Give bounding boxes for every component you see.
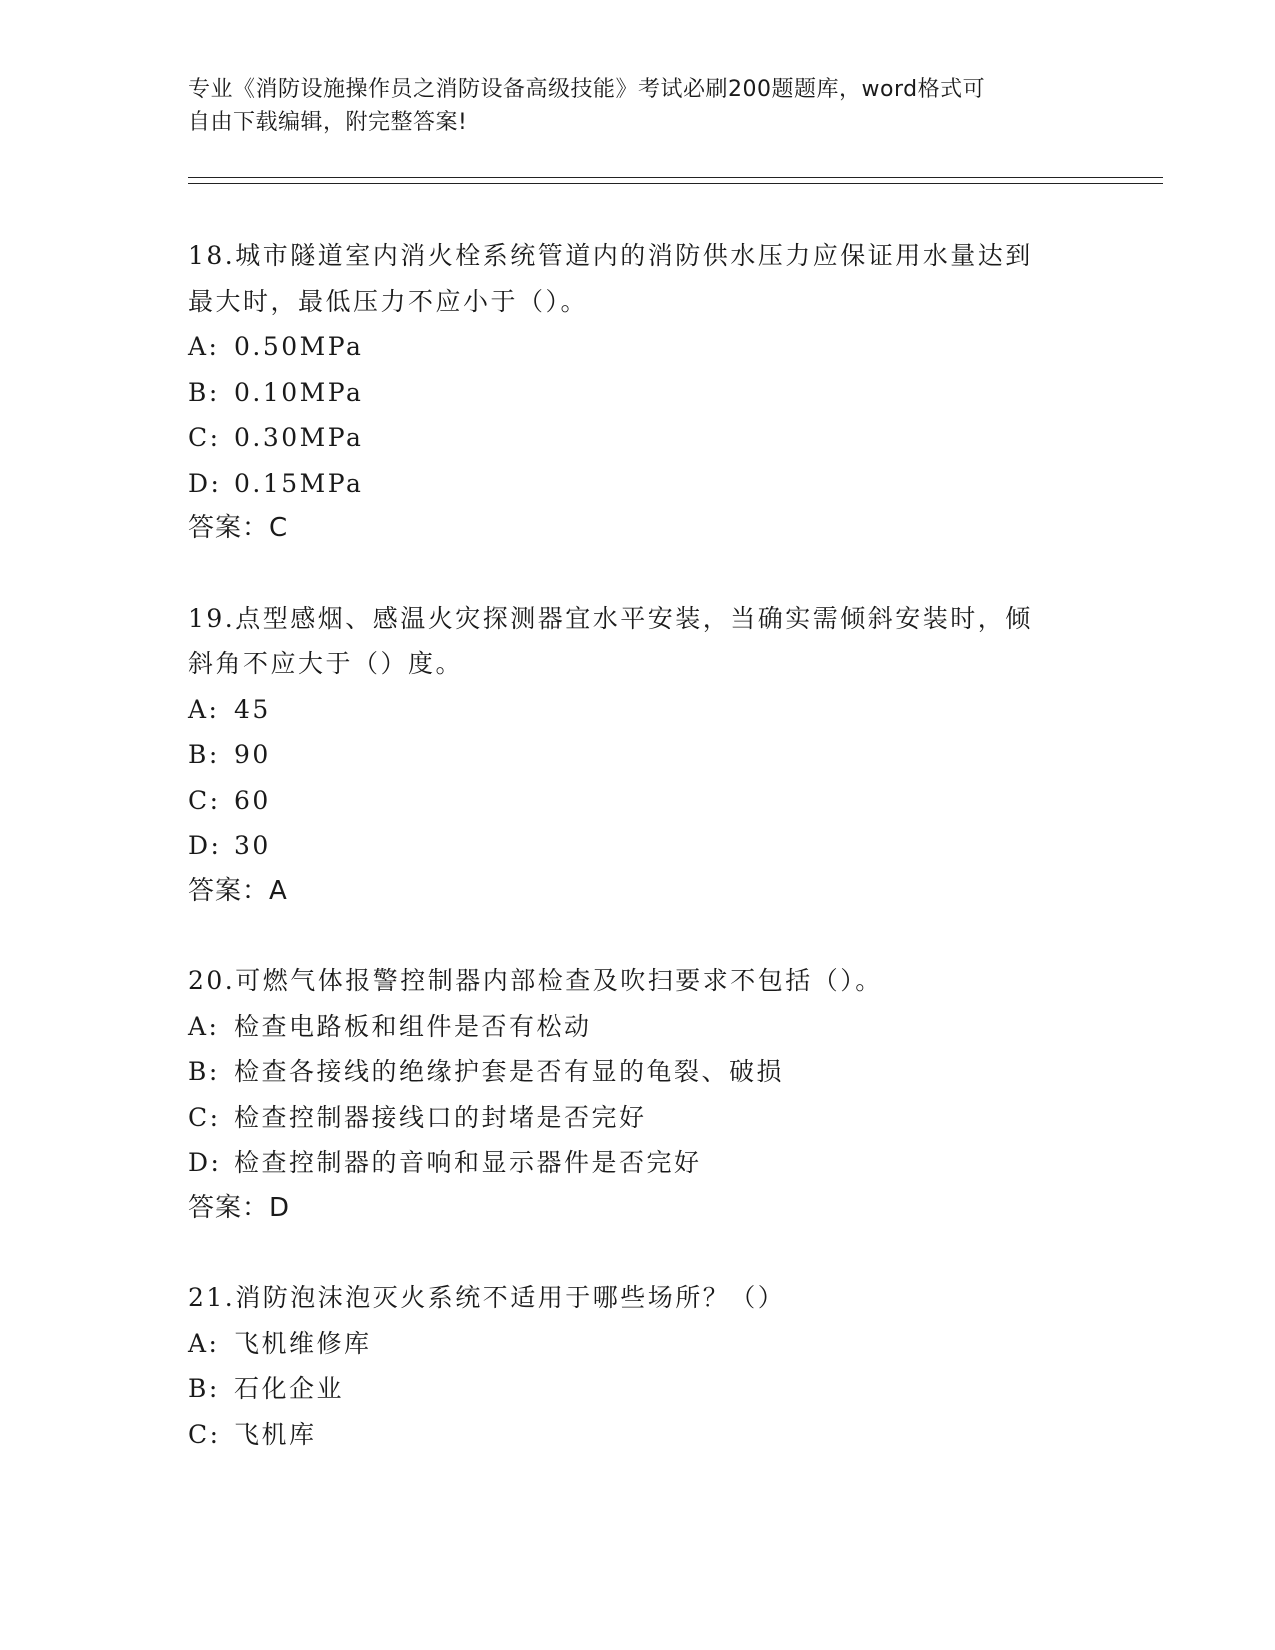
answer-line: 答案：D [188,1192,291,1223]
option-letter: A: [188,332,220,361]
option-letter: B: [188,1057,220,1086]
option-letter: B: [188,1374,220,1403]
option-letter: C: [188,423,221,452]
option-c [188,415,1088,461]
option-d [188,461,1088,507]
option-text: 检查控制器接线口的封堵是否完好 [234,1102,647,1132]
question-stem-line: 21.消防泡沫泡灭火系统不适用于哪些场所？（） [188,1283,786,1312]
option-letter: C: [188,785,221,815]
question-stem-line: 最大时，最低压力不应小于（）。 [188,286,589,316]
option-letter: B: [188,740,220,769]
answer-line: 答案：A [188,875,288,906]
option-text: 检查控制器的音响和显示器件是否完好 [234,1148,702,1177]
option-text: 飞机库 [234,1419,317,1449]
option-letter: A: [188,1011,220,1041]
header-line-1: 专业《消防设施操作员之消防设备高级技能》考试必刷200题题库，word格式可 [188,77,986,102]
option-text: 飞机维修库 [234,1328,372,1358]
option-text: 检查各接线的绝缘护套是否有显的龟裂、破损 [234,1057,785,1086]
option-text: 0.15MPa [234,468,364,498]
answer-line: 答案：C [188,513,289,543]
option-letter: B: [188,377,220,407]
question-18 [188,233,1088,552]
question-list [188,233,1088,1501]
option-text: 0.50MPa [234,332,364,361]
document-header [188,73,1088,139]
option-text: 0.10MPa [234,377,364,407]
question-stem-line: 斜角不应大于（）度。 [188,649,464,678]
option-d [188,823,1088,869]
question-stem-line: 18.城市隧道室内消火栓系统管道内的消防供水压力应保证用水量达到 [188,241,1033,270]
option-b [188,732,1088,778]
option-letter: D: [188,1148,222,1177]
option-text: 45 [234,694,271,724]
option-letter: A: [188,694,220,724]
option-a [188,687,1088,733]
question-20 [188,958,1088,1231]
option-text: 石化企业 [234,1374,345,1403]
option-text: 30 [234,831,271,860]
question-stem-line: 19.点型感烟、感温火灾探测器宜水平安装，当确实需倾斜安装时，倾 [188,603,1033,633]
option-a [188,1321,1088,1367]
option-a [188,1004,1088,1050]
option-letter: C: [188,1419,221,1449]
option-text: 检查电路板和组件是否有松动 [234,1011,592,1041]
option-letter: D: [188,468,222,498]
header-divider-top [188,177,1163,178]
option-text: 0.30MPa [234,423,364,452]
option-b [188,1366,1088,1412]
option-c [188,778,1088,824]
option-c [188,1412,1088,1458]
option-b [188,370,1088,416]
option-c [188,1095,1088,1141]
option-letter: D: [188,831,222,860]
option-text: 90 [234,740,271,769]
header-divider-bottom [188,183,1163,184]
question-21 [188,1275,1088,1457]
option-letter: A: [188,1328,220,1358]
option-d [188,1140,1088,1186]
option-b [188,1049,1088,1095]
option-letter: C: [188,1102,221,1132]
question-stem-line: 20.可燃气体报警控制器内部检查及吹扫要求不包括（）。 [188,966,883,995]
question-19 [188,596,1088,915]
option-text: 60 [234,785,271,815]
header-line-2: 自由下载编辑，附完整答案! [188,110,468,135]
option-a [188,324,1088,370]
